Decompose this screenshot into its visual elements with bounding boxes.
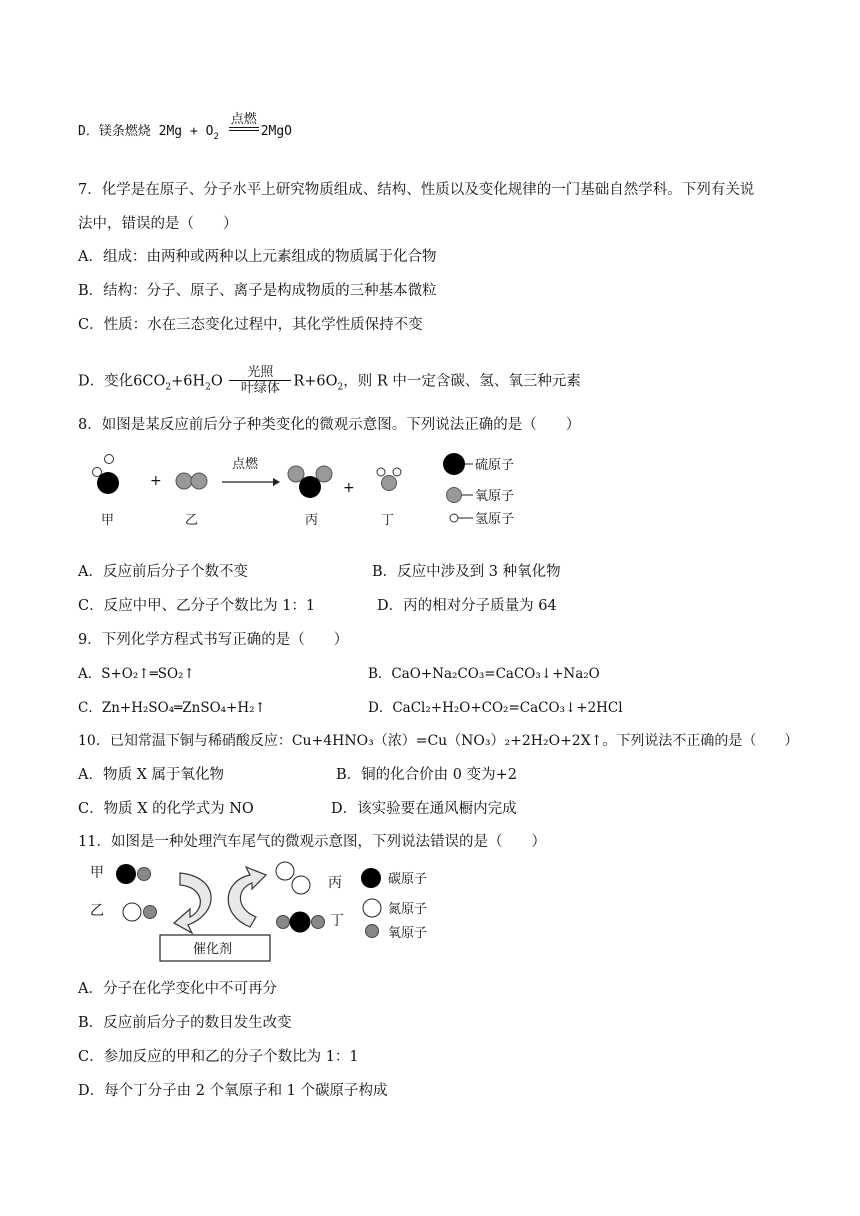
q8-bing-o-atom-1	[288, 466, 304, 482]
q7-d-reactant2-o: O	[210, 373, 223, 390]
q7-stem-line2: 法中，错误的是（ ）	[78, 216, 238, 232]
q11-catalyst-label: 催化剂	[193, 942, 233, 957]
q11-legend-c: 碳原子	[388, 872, 428, 887]
q11-label-bing: 丙	[328, 875, 342, 891]
q8-option-c: C．反应中甲、乙分子个数比为 1：1	[78, 598, 316, 614]
q11-ding-o-atom-2	[312, 916, 325, 929]
q9-option-c: C．Zn+H₂SO₄═ZnSO₄+H₂↑	[78, 700, 266, 716]
q6-d-prefix: D．镁条燃烧 2Mg + O	[78, 124, 214, 139]
q8-arrow-label: 点燃	[232, 457, 259, 472]
q11-label-jia: 甲	[90, 865, 104, 881]
q8-label-bing: 丙	[305, 513, 319, 528]
q7-d-condition-top: 光照	[247, 365, 274, 380]
q8-legend-s: 硫原子	[475, 458, 515, 473]
q6-d-condition-label: 点燃	[230, 112, 257, 127]
q8-bing-o-atom-2	[316, 466, 332, 482]
q6-d-product: 2MgO	[260, 124, 293, 139]
q8-legend-h: 氢原子	[475, 512, 515, 527]
q6-d-o-subscript: 2	[213, 132, 219, 142]
q8-reaction-figure	[80, 452, 540, 542]
q7-option-b: B．结构：分子、原子、离子是构成物质的三种基本微粒	[78, 283, 437, 299]
q11-bing-n-atom-2	[292, 876, 310, 894]
q8-plus-2: +	[343, 480, 355, 496]
q8-arrow-icon	[273, 478, 280, 486]
q8-ding-o-atom	[382, 476, 397, 491]
q11-yi-o-atom	[144, 906, 157, 919]
q10-option-c: C．物质 X 的化学式为 NO	[78, 801, 254, 817]
q11-curved-arrow-down-icon	[174, 873, 211, 933]
q7-stem-line1: 7．化学是在原子、分子水平上研究物质组成、结构、性质以及变化规律的一门基础自然学科。下列有关说	[78, 182, 755, 198]
q11-option-b: B．反应前后分子的数目发生改变	[78, 1015, 292, 1031]
q8-label-ding: 丁	[381, 513, 395, 528]
q11-yi-n-atom	[123, 903, 141, 921]
q7-d-condition	[229, 365, 291, 396]
q8-jia-s-atom	[97, 472, 119, 494]
q11-jia-o-atom	[138, 868, 151, 881]
q7-d-sub2: 2	[205, 382, 211, 393]
q8-label-yi: 乙	[185, 513, 199, 528]
q11-curved-arrow-up-icon	[228, 867, 266, 927]
q10-option-b: B．铜的化合价由 0 变为+2	[336, 767, 517, 783]
q11-option-c: C．参加反应的甲和乙的分子个数比为 1：1	[78, 1049, 359, 1065]
q11-stem: 11．如图是一种处理汽车尾气的微观示意图，下列说法错误的是（ ）	[78, 834, 546, 850]
q7-d-suffix: ，则 R 中一定含碳、氢、氧三种元素	[343, 373, 581, 390]
q7-d-sub3: 2	[337, 382, 344, 393]
q10-stem: 10．已知常温下铜与稀硝酸反应：Cu+4HNO₃（浓）=Cu（NO₃）₂+2H₂O+2X↑。下列说法不正确的是（ ）	[78, 733, 799, 749]
q11-legend-o-icon	[366, 925, 379, 938]
q11-option-d: D．每个丁分子由 2 个氧原子和 1 个碳原子构成	[78, 1083, 388, 1099]
q8-bing-s-atom	[299, 476, 321, 498]
q9-option-a: A．S+O₂↑═SO₂↑	[78, 666, 195, 682]
q8-option-b: B．反应中涉及到 3 种氧化物	[372, 564, 561, 580]
q7-option-a: A．组成：由两种或两种以上元素组成的物质属于化合物	[78, 249, 437, 265]
q8-jia-h-atom-1	[93, 468, 102, 477]
q11-legend-n: 氮原子	[388, 902, 428, 917]
q10-option-a: A．物质 X 属于氧化物	[78, 767, 225, 783]
q7-d-products: R+6O	[293, 373, 338, 390]
q7-d-prefix: D．变化	[78, 373, 134, 390]
q7-d-reactant1: 6CO	[133, 373, 166, 390]
q7-option-c: C．性质：水在三态变化过程中，其化学性质保持不变	[78, 317, 423, 333]
q8-yi-o-atom-1	[176, 473, 192, 489]
q8-ding-h-atom-2	[393, 468, 401, 476]
q9-option-d: D．CaCl₂+H₂O+CO₂=CaCO₃↓+2HCl	[368, 700, 623, 716]
q9-stem: 9．下列化学方程式书写正确的是（ ）	[78, 632, 349, 648]
q10-option-d: D．该实验要在通风橱内完成	[331, 801, 517, 817]
q6-option-d	[78, 112, 293, 147]
q8-option-a: A．反应前后分子个数不变	[78, 564, 248, 580]
q11-ding-o-atom-1	[277, 916, 290, 929]
q11-label-ding: 丁	[330, 913, 344, 929]
q11-jia-c-atom	[116, 864, 136, 884]
q6-d-condition	[229, 112, 259, 131]
q11-ding-c-atom	[290, 912, 311, 933]
q11-label-yi: 乙	[90, 903, 104, 919]
q8-yi-o-atom-2	[191, 473, 207, 489]
q7-option-d	[78, 366, 581, 398]
q8-jia-h-atom-2	[105, 455, 114, 464]
q8-ding-h-atom-1	[377, 468, 385, 476]
q11-legend-o: 氧原子	[388, 926, 428, 941]
q7-d-reactant2: +6H	[171, 373, 206, 390]
q7-d-sub1: 2	[165, 382, 172, 393]
q8-label-jia: 甲	[101, 513, 115, 528]
q8-legend-h-icon	[450, 514, 458, 522]
q9-option-b: B．CaO+Na₂CO₃=CaCO₃↓+Na₂O	[368, 666, 600, 682]
q11-legend-n-icon	[363, 899, 381, 917]
q8-plus-1: +	[150, 473, 162, 489]
q8-option-d: D．丙的相对分子质量为 64	[377, 598, 557, 614]
q11-option-a: A．分子在化学变化中不可再分	[78, 981, 277, 997]
q8-legend-o-icon	[447, 488, 462, 503]
q11-bing-n-atom-1	[276, 862, 294, 880]
q7-d-condition-bottom: 叶绿体	[240, 381, 280, 396]
q8-stem: 8．如图是某反应前后分子种类变化的微观示意图。下列说法正确的是（ ）	[78, 417, 581, 433]
q8-legend-s-icon	[443, 453, 465, 475]
q11-catalyst-figure	[80, 855, 450, 965]
q11-legend-c-icon	[361, 868, 381, 888]
q8-legend-o: 氧原子	[475, 489, 515, 504]
